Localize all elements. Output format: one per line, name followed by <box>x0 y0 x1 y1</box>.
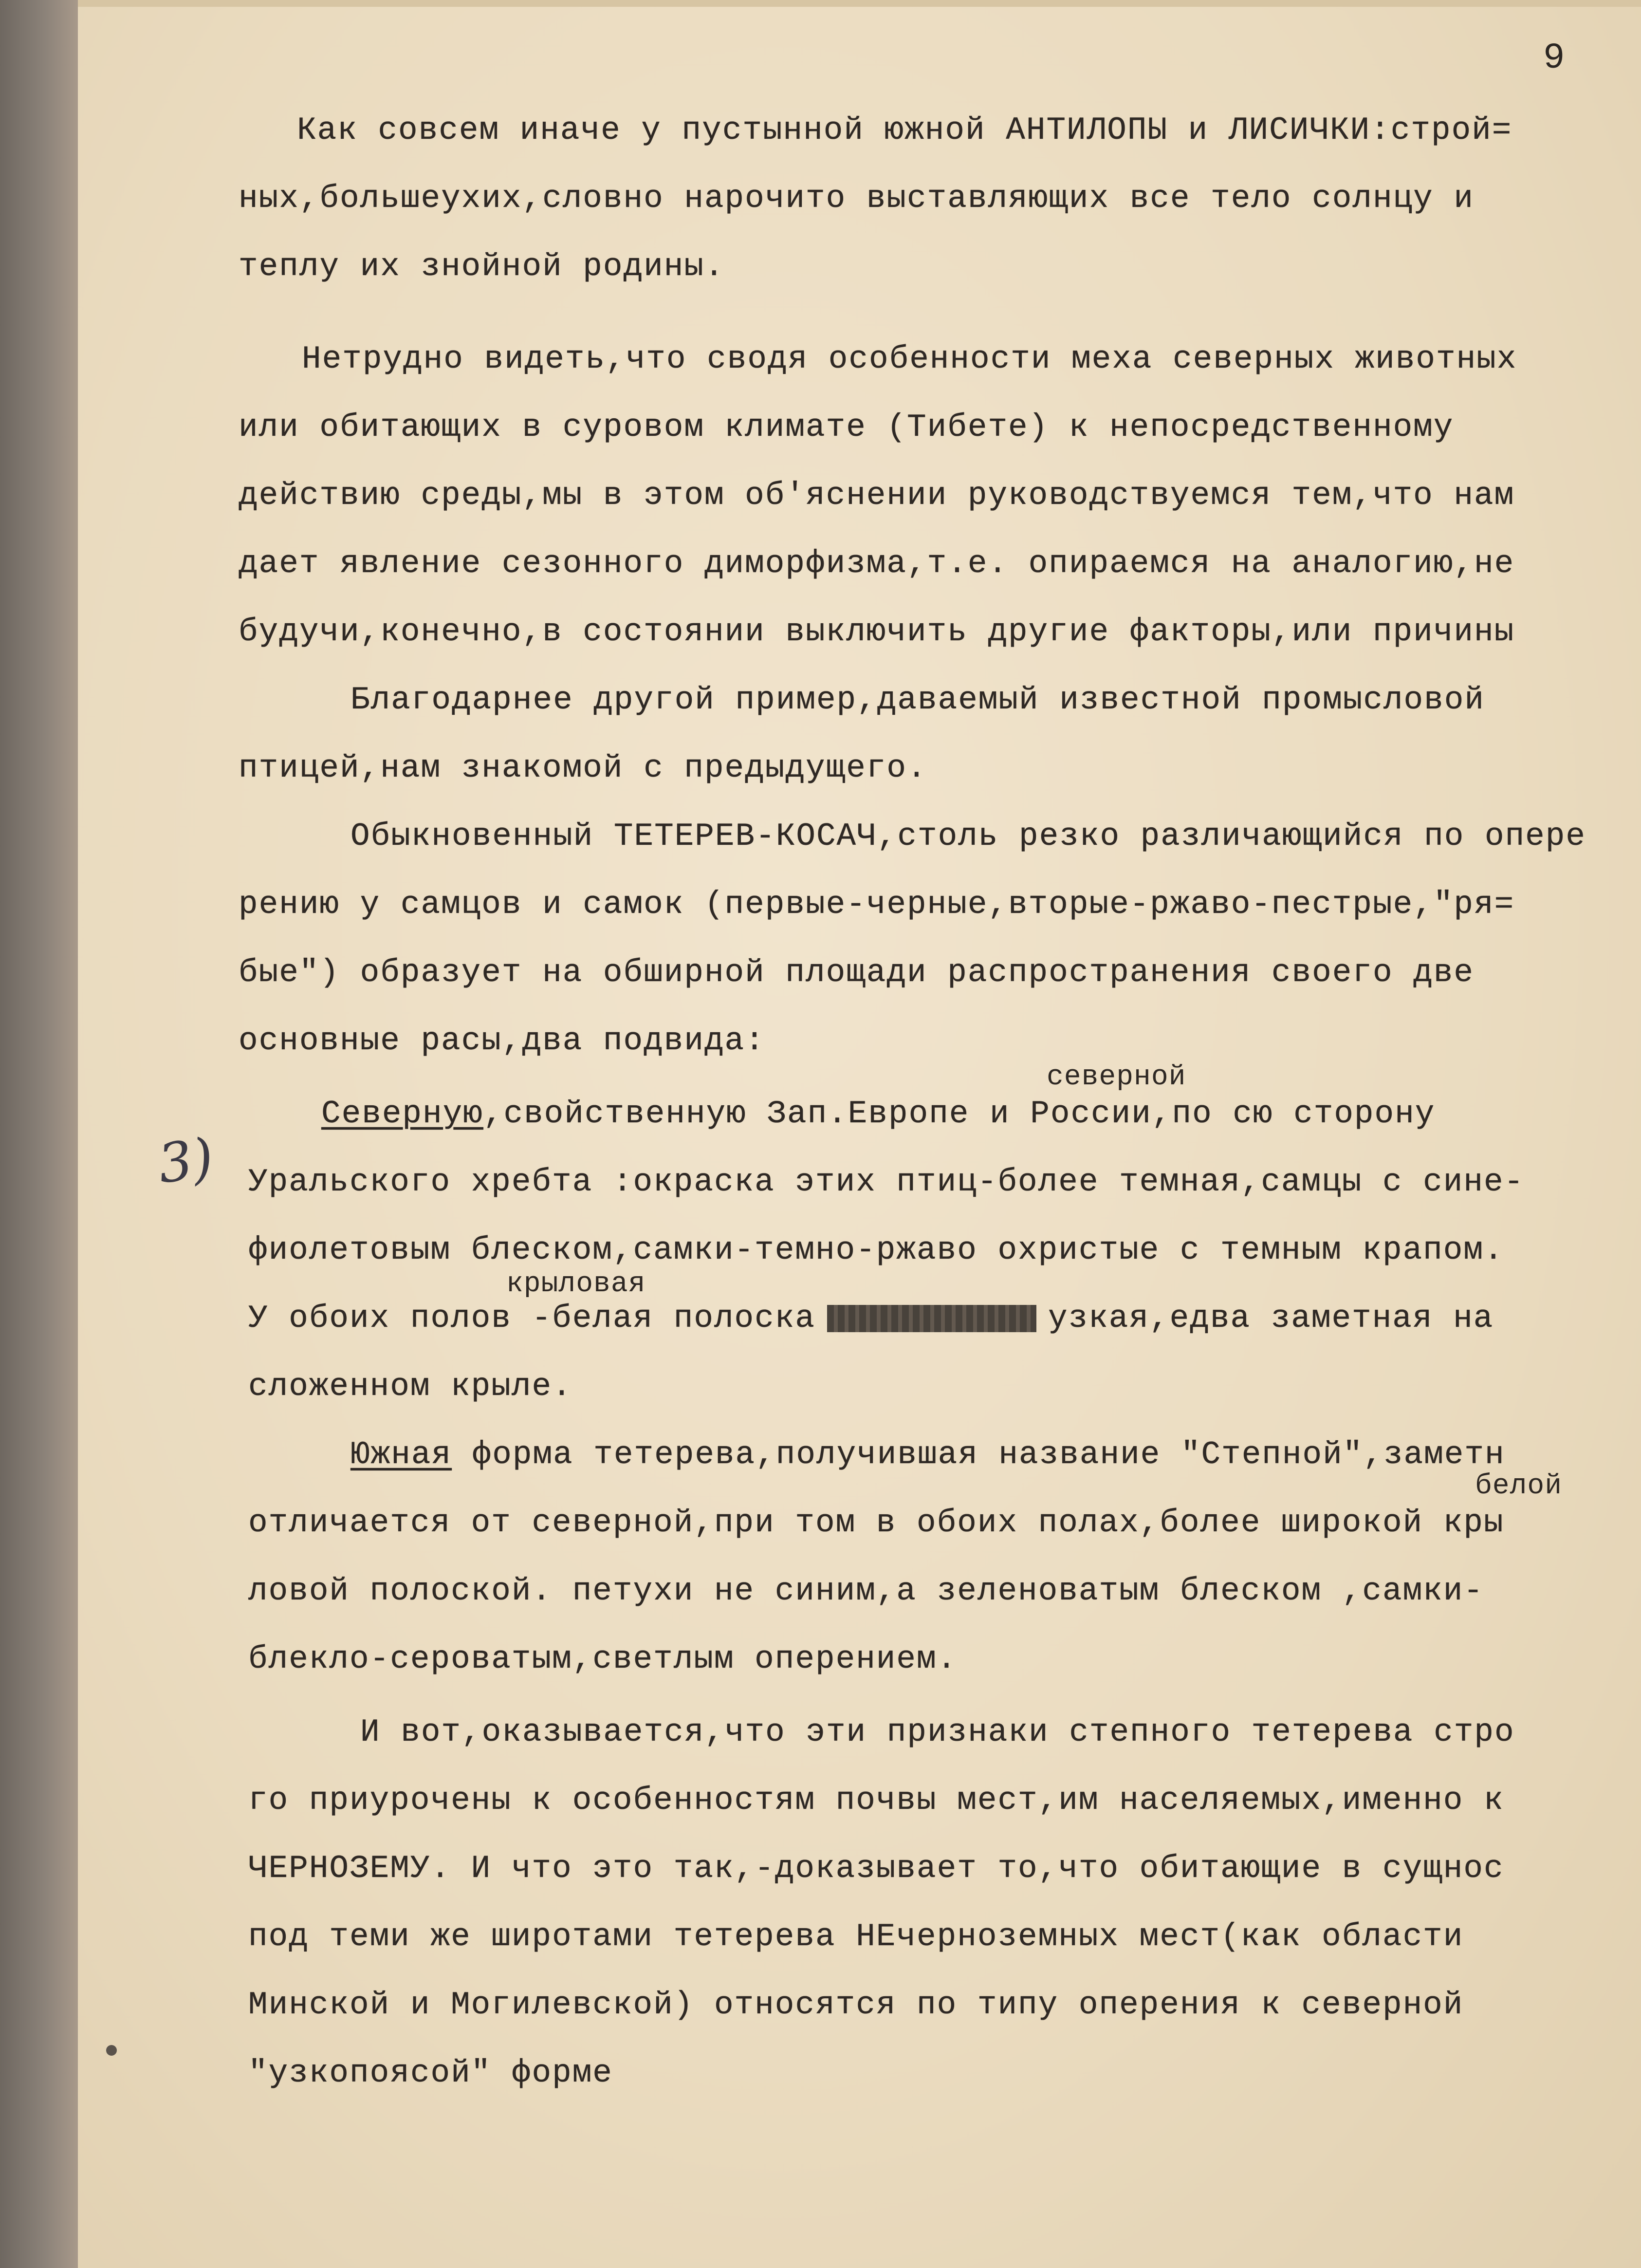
text-line: птицей,нам знакомой с предыдущего. <box>239 750 927 786</box>
text-line: фиолетовым блеском,самки-темно-ржаво охристые с темным крапом. <box>248 1232 1504 1268</box>
text-line: основные расы,два подвида: <box>239 1022 765 1059</box>
text-line: "узкопоясой" форме <box>248 2055 613 2091</box>
text-line: действию среды,мы в этом об'яснении руководствуемся тем,что нам <box>239 477 1515 514</box>
text-line: ЧЕРНОЗЕМУ. И что это так,-доказывает то,что обитающие в сущнос <box>248 1850 1504 1887</box>
text-line <box>350 1436 1505 1473</box>
interlinear-insert: крыловая <box>506 1268 646 1300</box>
text-line: дает явление сезонного диморфизма,т.е. опираемся на аналогию,не <box>239 545 1515 582</box>
interlinear-insert: северной <box>1047 1061 1186 1093</box>
text-line: ловой полоской. петухи не синим,а зеленоватым блеском ,самки- <box>248 1573 1484 1609</box>
text-line: Нетрудно видеть,что сводя особенности меха северных животных <box>302 341 1517 377</box>
underlined-term: Южная <box>350 1436 452 1473</box>
text-line: Уральского хребта :окраска этих птиц-более темная,самцы с сине- <box>248 1164 1525 1200</box>
text-line <box>321 1096 1435 1132</box>
overtyped-word <box>827 1305 1036 1332</box>
text-line: рению у самцов и самок (первые-черные,вторые-ржаво-пестрые,"ря= <box>239 886 1515 923</box>
text-line: отличается от северной,при том в обоих полах,более широкой кры <box>248 1505 1504 1541</box>
text-line: И вот,оказывается,что эти признаки степного тетерева стро <box>360 1714 1515 1750</box>
text-line: теплу их знойной родины. <box>239 248 725 285</box>
margin-dot <box>106 2045 117 2056</box>
text-line: ных,большеухих,словно нарочито выставляющих все тело солнцу и <box>239 180 1474 217</box>
text-line: Благодарнее другой пример,даваемый известной промысловой <box>350 682 1485 718</box>
interlinear-insert: белой <box>1475 1470 1563 1502</box>
text-line: го приурочены к особенностям почвы мест,им населяемых,именно к <box>248 1782 1504 1819</box>
text-span: узкая,едва заметная на <box>1048 1300 1494 1337</box>
text-line: или обитающих в суровом климате (Тибете) к непосредственному <box>239 409 1454 446</box>
text-span: форма тетерева,получившая название "Степной",заметн <box>472 1436 1505 1473</box>
text-span: У обоих полов -белая полоска <box>248 1300 815 1337</box>
text-line: Обыкновенный ТЕТЕРЕВ-КОСАЧ,столь резко различающийся по опере <box>350 818 1586 855</box>
margin-note: 3) <box>154 1126 218 1196</box>
text-line: будучи,конечно,в состоянии выключить другие факторы,или причины <box>239 613 1515 650</box>
page-number: 9 <box>1543 38 1565 79</box>
text-line: Минской и Могилевской) относятся по типу оперения к северной <box>248 1987 1464 2023</box>
text-line: Как совсем иначе у пустынной южной АНТИЛОПЫ и ЛИСИЧКИ:строй= <box>297 112 1512 149</box>
binding-strip <box>0 0 78 2268</box>
text-line: блекло-сероватым,светлым оперением. <box>248 1641 958 1677</box>
paper-top-edge <box>78 0 1641 7</box>
text-line <box>248 1300 1493 1337</box>
underlined-term: Северную <box>321 1096 483 1132</box>
text-span: ,свойственную Зап.Европе и России,по сю сторону <box>483 1096 1436 1132</box>
text-line: бые") образует на обширной площади распространения своего две <box>239 954 1474 991</box>
text-line: сложенном крыле. <box>248 1368 572 1405</box>
text-line: под теми же широтами тетерева НЕчерноземных мест(как области <box>248 1918 1464 1955</box>
